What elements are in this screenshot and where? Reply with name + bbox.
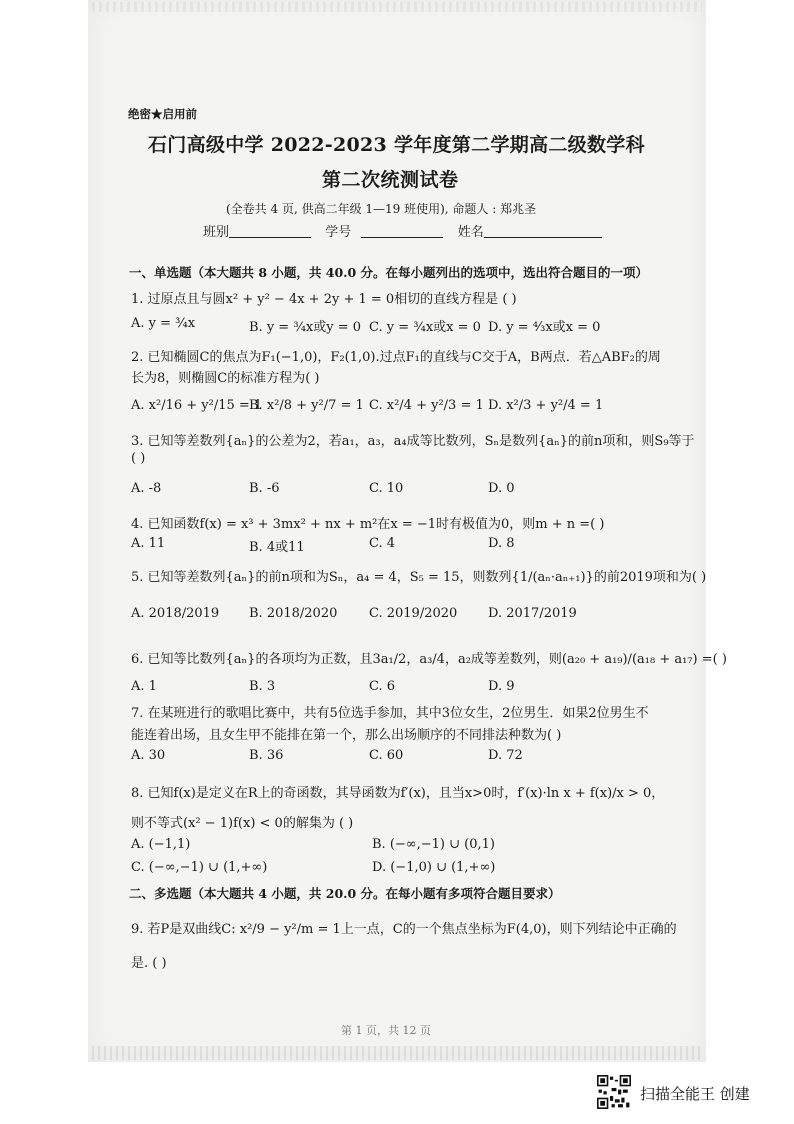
exam-info: (全卷共 4 页, 供高二年级 1—19 班使用), 命题人 : 郑兆圣 xyxy=(226,202,537,216)
question-6-stem: 6. 已知等比数列{aₙ}的各项均为正数，且3a₁/2，a₃/4，a₂成等差数列，则(a₂₀ + a₁₉)/(a₁₈ + a₁₇) =( ) xyxy=(131,652,727,667)
question-4-option-a: A. 11 xyxy=(131,536,166,551)
scanner-watermark: 扫描全能王 创建 xyxy=(640,1085,750,1103)
question-8-option-a: A. (−1,1) xyxy=(131,837,191,852)
question-8-stem-cont: 则不等式(x² − 1)f(x) < 0的解集为 ( ) xyxy=(131,816,354,831)
question-3-stem-cont: ( ) xyxy=(131,451,146,466)
question-5-option-b: B. 2018/2020 xyxy=(249,606,338,621)
id-label: 学号 xyxy=(325,225,352,240)
confidential-label: 绝密★启用前 xyxy=(128,107,197,121)
id-blank xyxy=(361,225,443,238)
student-info-row xyxy=(203,221,602,240)
question-7-stem: 7. 在某班进行的歌唱比赛中，共有5位选手参加，其中3位女生，2位男生．如果2位男生不 xyxy=(131,706,649,721)
question-1-stem: 1. 过原点且与圆x² + y² − 4x + 2y + 1 = 0相切的直线方程是 ( ) xyxy=(131,292,517,307)
question-2-stem-cont: 长为8，则椭圆C的标准方程为( ) xyxy=(131,371,320,386)
question-8-option-c: C. (−∞,−1) ∪ (1,+∞) xyxy=(131,860,268,875)
question-2-option-d: D. x²/3 + y²/4 = 1 xyxy=(488,398,604,413)
question-8-option-b: B. (−∞,−1) ∪ (0,1) xyxy=(372,837,495,852)
section-single-choice-heading: 一、单选题（本大题共 8 小题，共 40.0 分。在每小题列出的选项中，选出符合题目的一项） xyxy=(129,265,649,280)
question-5-option-c: C. 2019/2020 xyxy=(369,606,458,621)
name-blank xyxy=(484,225,602,238)
question-5-stem: 5. 已知等差数列{aₙ}的前n项和为Sₙ，a₄ = 4，S₅ = 15，则数列{1/(aₙ·aₙ₊₁)}的前2019项和为( ) xyxy=(131,570,707,585)
class-label: 班别 xyxy=(203,225,230,240)
question-9-stem: 9. 若P是双曲线C: x²/9 − y²/m = 1上一点，C的一个焦点坐标为F(4,0)，则下列结论中正确的 xyxy=(131,922,677,937)
question-2-option-b: B. x²/8 + y²/7 = 1 xyxy=(249,398,364,413)
question-4-option-b: B. 4或11 xyxy=(249,540,305,555)
question-1-option-c: C. y = ¾x或x = 0 xyxy=(369,320,481,335)
question-3-option-d: D. 0 xyxy=(488,481,515,496)
question-3-stem: 3. 已知等差数列{aₙ}的公差为2，若a₁，a₃，a₄成等比数列，Sₙ是数列{aₙ}的前n项和，则S₉等于 xyxy=(131,434,695,449)
question-2-option-a: A. x²/16 + y²/15 = 1 xyxy=(131,398,263,413)
question-6-option-a: A. 1 xyxy=(131,679,157,694)
question-7-option-d: D. 72 xyxy=(488,748,523,763)
section-multi-choice-heading: 二、多选题（本大题共 4 小题，共 20.0 分。在每小题有多项符合题目要求） xyxy=(129,886,561,901)
question-8-stem: 8. 已知f(x)是定义在R上的奇函数，其导函数为f′(x)，且当x>0时，f′(x)·ln x + f(x)/x > 0， xyxy=(131,786,665,801)
exam-title: 石门高级中学 2022-2023 学年度第二学期高二级数学科 xyxy=(148,134,645,156)
question-1-option-b: B. y = ¾x或y = 0 xyxy=(249,320,362,335)
question-6-option-d: D. 9 xyxy=(488,679,515,694)
exam-subtitle-title: 第二次统测试卷 xyxy=(322,169,459,191)
question-3-option-a: A. -8 xyxy=(131,481,162,496)
question-2-stem: 2. 已知椭圆C的焦点为F₁(−1,0)，F₂(1,0).过点F₁的直线与C交于A，B两点．若△ABF₂的周 xyxy=(131,350,661,365)
name-label: 姓名 xyxy=(457,225,484,240)
question-7-option-a: A. 30 xyxy=(131,748,166,763)
qr-code-icon xyxy=(597,1075,631,1109)
question-3-option-b: B. -6 xyxy=(249,481,280,496)
question-4-option-c: C. 4 xyxy=(369,536,396,551)
question-7-option-b: B. 36 xyxy=(249,748,284,763)
question-6-option-c: C. 6 xyxy=(369,679,396,694)
question-1-option-a: A. y = ¾x xyxy=(131,316,196,331)
page-number: 第 1 页，共 12 页 xyxy=(341,1024,431,1037)
question-8-option-d: D. (−1,0) ∪ (1,+∞) xyxy=(372,860,496,875)
question-5-option-a: A. 2018/2019 xyxy=(131,606,220,621)
question-2-option-c: C. x²/4 + y²/3 = 1 xyxy=(369,398,484,413)
class-blank xyxy=(229,225,311,238)
question-3-option-c: C. 10 xyxy=(369,481,404,496)
question-5-option-d: D. 2017/2019 xyxy=(488,606,577,621)
scan-edge-top xyxy=(92,2,702,12)
question-7-stem-cont: 能连着出场，且女生甲不能排在第一个，那么出场顺序的不同排法种数为( ) xyxy=(131,728,562,743)
question-1-option-d: D. y = ⁴⁄₃x或x = 0 xyxy=(488,320,601,335)
question-4-stem: 4. 已知函数f(x) = x³ + 3mx² + nx + m²在x = −1时有极值为0，则m + n =( ) xyxy=(131,517,605,532)
scan-edge-bottom xyxy=(92,1046,702,1060)
question-9-stem-cont: 是. ( ) xyxy=(131,956,167,971)
question-4-option-d: D. 8 xyxy=(488,536,515,551)
question-6-option-b: B. 3 xyxy=(249,679,276,694)
question-7-option-c: C. 60 xyxy=(369,748,404,763)
